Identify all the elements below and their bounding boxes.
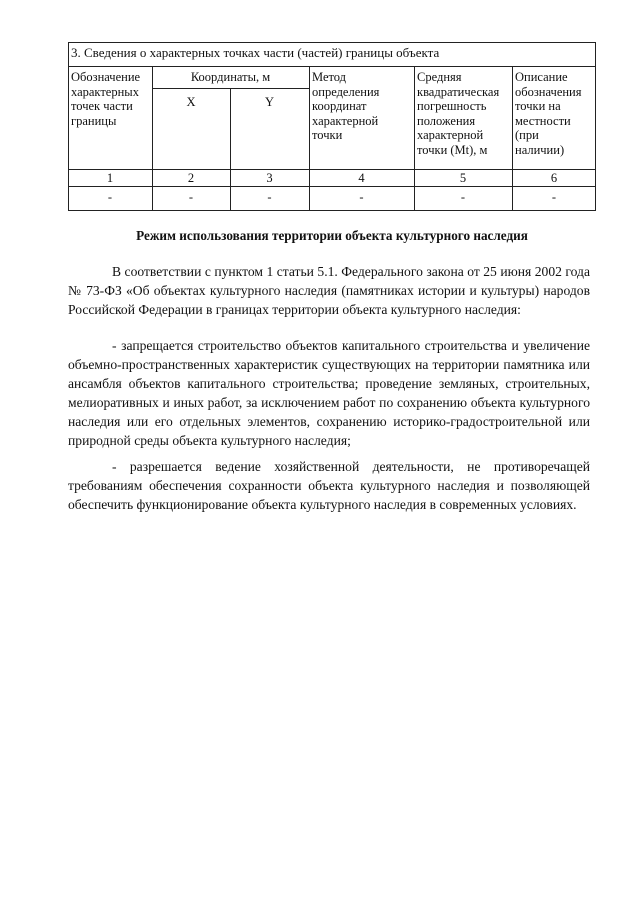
table-caption: 3. Сведения о характерных точках части (частей) границы объекта bbox=[71, 45, 440, 60]
column-number-3: 3 bbox=[266, 171, 273, 185]
paragraph-permitted: - разрешается ведение хозяйственной деятельности, не противоречащей требованиям обеспечения сохранности объекта культурного наследия и позволяющей обеспечить функционирование объекта культурного наследия в современных условиях. bbox=[68, 459, 590, 513]
table-row-cell-1: - bbox=[107, 190, 113, 204]
table-row-cell-2: - bbox=[188, 190, 194, 204]
table-border-bottom bbox=[68, 210, 596, 211]
paragraph-prohibited: - запрещается строительство объектов капитального строительства и увеличение объемно-пространственных характеристик существующих на территории памятника или ансамбля объектов капитального строительства; проведение земляных, строительных, мелиоративных и иных работ, за исключением работ по сохранению объекта культурного наследия или его отдельных элементов, сохранению историко-градостроительной или природной среды объекта культурного наследия; bbox=[68, 338, 590, 449]
table-rule-caption bbox=[68, 66, 596, 67]
column-number-5: 5 bbox=[459, 171, 467, 185]
header-method: Метод определения координат характерной точки bbox=[312, 70, 380, 143]
paragraph-intro: В соответствии с пунктом 1 статьи 5.1. Федерального закона от 25 июня 2002 года № 73-ФЗ «Об объектах культурного наследия (памятниках истории и культуры) народов Российской Федерации в границах территории объекта культурного наследия: bbox=[68, 264, 590, 318]
header-designation: Обозначение характерных точек части границы bbox=[71, 70, 141, 128]
table-row-cell-3: - bbox=[267, 190, 272, 204]
table-rule-numbers-end bbox=[68, 186, 596, 187]
column-number-1: 1 bbox=[106, 171, 114, 185]
header-coordinates: Координаты, м bbox=[190, 70, 271, 84]
section-heading: Режим использования территории объекта культурного наследия bbox=[136, 228, 528, 243]
header-description: Описание обозначения точки на местности (при наличии) bbox=[515, 70, 582, 157]
header-error: Средняя квадратическая погрешность положения характерной точки (Mt), м bbox=[417, 70, 500, 157]
column-number-4: 4 bbox=[358, 171, 365, 185]
table-row-cell-5: - bbox=[460, 190, 466, 204]
table-row-cell-6: - bbox=[551, 190, 557, 204]
table-border-top bbox=[68, 42, 596, 43]
table-rule-header-end bbox=[68, 169, 596, 170]
table-row-cell-4: - bbox=[359, 190, 364, 204]
column-number-6: 6 bbox=[550, 171, 558, 185]
header-y: Y bbox=[264, 95, 275, 109]
column-number-2: 2 bbox=[187, 171, 195, 185]
header-x: X bbox=[186, 95, 196, 109]
